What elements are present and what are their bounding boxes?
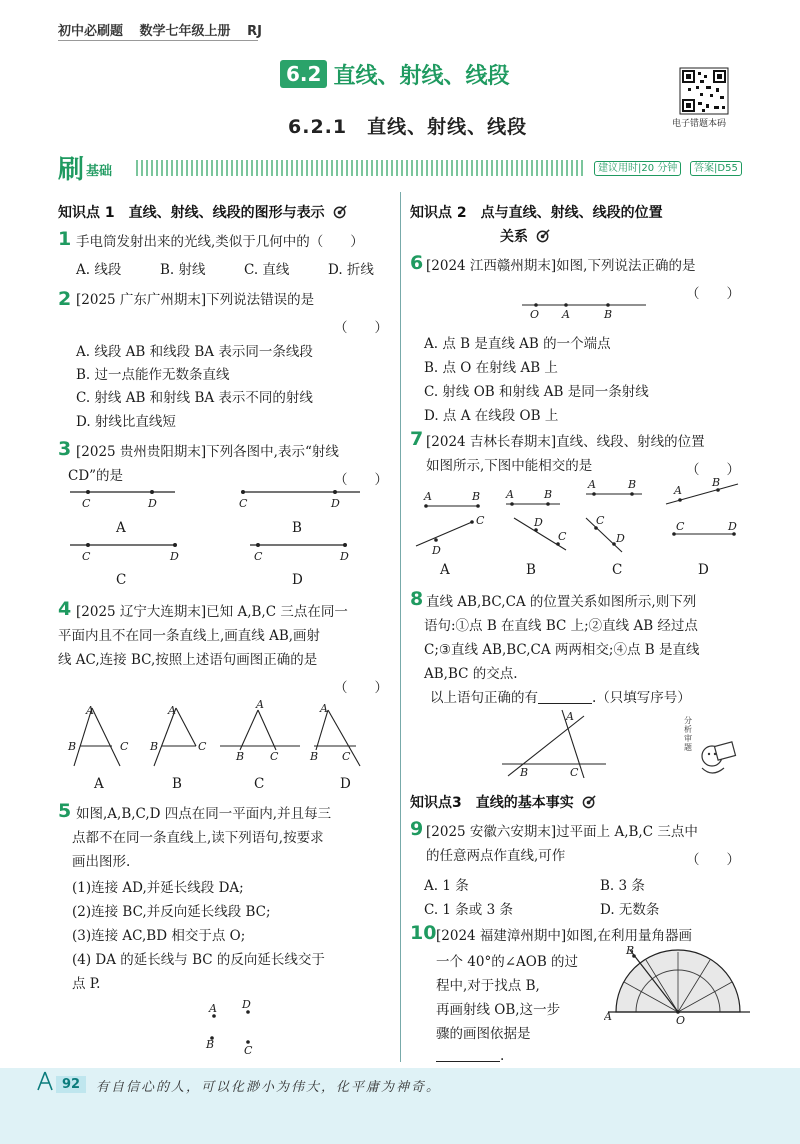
q3-stem-line1: [2025 贵州贵阳期末]下列各图中,表示“射线 [76,444,339,460]
q3-label-b[interactable]: B [292,520,302,536]
svg-text:C: C [676,520,685,533]
q7-label-b[interactable]: B [526,562,536,578]
section-title-text: 直线、射线、线段 [333,63,510,89]
svg-text:D: D [728,520,737,533]
svg-text:C: C [596,514,605,527]
svg-text:D: D [616,532,625,545]
q10-line5: 骤的画图依据是 [436,1026,531,1042]
q9-stem-line2: 的任意两点作直线,可作 [426,848,566,864]
q8-ask [430,686,691,710]
q8-number: 8 [410,588,424,610]
q1-option-d[interactable]: D. 折线 [328,262,374,278]
q10-answer-blank[interactable] [436,1048,500,1062]
q6-option-d[interactable]: D. 点 A 在线段 OB 上 [424,408,559,424]
band-title: 刷 [58,155,85,185]
q10-answer: . [436,1044,504,1068]
answer-page: D55 [717,163,738,174]
q8-ask-end: .（只填写序号） [592,690,691,706]
svg-text:A: A [209,1002,217,1015]
q10-protractor-figure [604,946,754,1026]
knowledge-point-2: 知识点 2 点与直线、射线、线段的位置 [410,205,663,221]
q7-stem-line2: 如图所示,下图中能相交的是 [426,458,593,474]
svg-text:B: B [520,766,529,779]
svg-text:B: B [544,488,553,501]
q1-option-c[interactable]: C. 直线 [244,262,290,278]
svg-text:B: B [310,750,319,763]
q2-stem: [2025 广东广州期末]下列说法错误的是 [76,292,315,308]
time-badge: 建议用时|20 分钟 [594,161,681,176]
section-number: 6.2 [280,60,327,88]
q5-step5: 点 P. [72,976,101,992]
q2-option-d[interactable]: D. 射线比直线短 [76,414,176,430]
q7-number: 7 [410,428,424,450]
q4-line1: [2025 辽宁大连期末]已知 A,B,C 三点在同一 [76,604,348,620]
q9-number: 9 [410,818,424,840]
q7-label-a[interactable]: A [440,562,450,578]
q2-option-a[interactable]: A. 线段 AB 和线段 BA 表示同一条线段 [76,344,313,360]
q4-number: 4 [58,598,72,620]
svg-text:D: D [242,998,251,1011]
q5-step4: (4) DA 的延长线与 BC 的反向延长线交于 [72,952,325,968]
svg-text:A: A [424,490,432,503]
q10-line2: 一个 40°的∠AOB 的过 [436,954,579,970]
q3-number: 3 [58,438,72,460]
svg-text:C: C [558,530,567,543]
q4-label-c[interactable]: C [254,776,265,792]
answer-label: 答案 [694,163,714,174]
q9-stem-line1: [2025 安徽六安期末]过平面上 A,B,C 三点中 [426,824,698,840]
column-divider [400,192,401,1062]
svg-text:A: A [168,704,176,717]
section-title [280,58,509,90]
time-label: 建议用时 [598,163,638,174]
q6-option-b[interactable]: B. 点 O 在射线 AB 上 [424,360,558,376]
q5-figure [196,996,276,1058]
q8-figure [494,708,614,780]
svg-text:D: D [432,544,441,557]
q10-line3: 程中,对于找点 B, [436,978,540,994]
answer-badge: 答案|D55 [690,161,742,176]
svg-text:D: D [331,497,340,510]
kp3-text: 知识点3 直线的基本事实 [410,795,574,811]
svg-text:D: D [534,516,543,529]
q4-line2: 平面内且不在同一条直线上,画直线 AB,画射 [58,628,321,644]
q3-label-c[interactable]: C [116,572,127,588]
svg-text:O: O [530,308,540,321]
q5-step2: (2)连接 BC,并反向延长线段 BC; [72,904,271,920]
kp2-text-end: 关系 [500,229,528,245]
q3-answer-paren[interactable]: （ ） [334,472,388,488]
q2-number: 2 [58,288,72,310]
q3-figures [60,480,400,590]
book-header [58,20,274,39]
header-rule [58,40,258,41]
q3-label-a[interactable]: A [116,520,126,536]
svg-text:B: B [712,478,721,489]
svg-text:A: A [604,1010,612,1023]
svg-text:D: D [340,550,349,563]
svg-text:A: A [256,700,264,711]
svg-text:B: B [472,490,481,503]
svg-text:C: C [342,750,351,763]
q7-answer-paren[interactable]: （ ） [686,462,740,478]
q10-line4: 再画射线 OB,这一步 [436,1002,561,1018]
svg-text:C: C [254,550,263,563]
q7-label-d[interactable]: D [698,562,709,578]
q4-label-d[interactable]: D [340,776,351,792]
q4-label-b[interactable]: B [172,776,182,792]
footer-quote: 有自信心的人，可以化渺小为伟大，化平庸为神奇。 [96,1080,442,1095]
svg-text:B: B [626,946,635,957]
cartoon-caption: 分析审题 [684,716,692,752]
q9-answer-paren[interactable]: （ ） [686,852,740,868]
q7-figures [412,478,748,558]
svg-text:D: D [170,550,179,563]
svg-text:A: A [562,308,570,321]
svg-text:D: D [148,497,157,510]
svg-text:B: B [628,478,637,491]
q10-line1: [2024 福建漳州期中]如图,在利用量角器画 [436,928,692,944]
svg-text:B: B [236,750,245,763]
q2-answer-paren[interactable]: （ ） [334,320,388,336]
q3-stem-line2: CD”的是 [68,468,124,484]
q7-label-c[interactable]: C [612,562,623,578]
q5-step1: (1)连接 AD,并延长线段 DA; [72,880,244,896]
q9-option-d[interactable]: D. 无数条 [600,902,660,918]
svg-text:A: A [674,484,682,497]
svg-text:O: O [676,1014,686,1026]
svg-text:B: B [150,740,159,753]
q6-option-c[interactable]: C. 射线 OB 和射线 AB 是同一条射线 [424,384,649,400]
q9-option-a[interactable]: A. 1 条 [424,878,469,894]
svg-text:C: C [120,740,129,753]
svg-text:C: C [570,766,579,779]
q4-answer-paren[interactable]: （ ） [334,680,388,696]
kp1-text: 知识点 1 直线、射线、线段的图形与表示 [58,205,325,221]
q6-number: 6 [410,252,424,274]
q5-number: 5 [58,800,72,822]
q4-line3: 线 AC,连接 BC,按照上述语句画图正确的是 [58,652,318,668]
subsection-title: 6.2.1 直线、射线、线段 [288,116,528,138]
q1-option-b[interactable]: B. 射线 [160,262,206,278]
q5-line2: 点都不在同一条直线上,读下列语句,按要求 [72,830,324,846]
knowledge-point-1 [58,202,348,222]
q9-option-b[interactable]: B. 3 条 [600,878,645,894]
book-edition: RJ [247,24,262,39]
band-decoration [136,160,584,176]
q1-number: 1 [58,228,72,250]
q1-stem: 手电筒发射出来的光线,类似于几何中的（ ） [76,234,364,250]
svg-text:C: C [82,497,91,510]
q8-line2: 语句:①点 B 在直线 BC 上;②直线 AB 经过点 [424,618,698,634]
q2-option-b[interactable]: B. 过一点能作无数条直线 [76,367,230,383]
q6-option-a[interactable]: A. 点 B 是直线 AB 的一个端点 [424,336,611,352]
qr-code-icon[interactable] [676,66,732,116]
svg-text:B: B [206,1038,215,1051]
svg-text:C: C [239,497,248,510]
q3-label-d[interactable]: D [292,572,303,588]
qr-label: 电子错题本码 [672,119,727,129]
page-number: 92 [56,1076,86,1093]
book-name: 初中必刷题 [58,24,124,39]
time-value: 20 分钟 [641,163,678,174]
q7-stem-line1: [2024 吉林长春期末]直线、线段、射线的位置 [426,434,705,450]
band-subtitle: 基础 [86,164,113,179]
knowledge-point-3 [410,792,597,812]
svg-text:C: C [270,750,279,763]
q9-option-c[interactable]: C. 1 条或 3 条 [424,902,513,918]
svg-text:C: C [476,514,485,527]
knowledge-point-2-cont [500,226,551,246]
svg-text:C: C [244,1044,253,1057]
q6-answer-paren[interactable]: （ ） [686,286,740,302]
svg-text:A: A [588,478,596,491]
q10-number: 10 [410,922,437,944]
compass-icon [34,1070,56,1092]
book-subject: 数学七年级上册 [139,24,231,39]
q5-line3: 画出图形. [72,854,131,870]
svg-text:A: A [506,488,514,501]
svg-text:B: B [68,740,77,753]
svg-text:B: B [604,308,613,321]
q6-figure [514,296,654,322]
svg-text:C: C [198,740,207,753]
q8-answer-blank[interactable] [538,690,592,704]
q5-step3: (3)连接 AC,BD 相交于点 O; [72,928,246,944]
q2-option-c[interactable]: C. 射线 AB 和射线 BA 表示不同的射线 [76,390,313,406]
svg-text:A: A [566,710,574,723]
q8-line1: 直线 AB,BC,CA 的位置关系如图所示,则下列 [426,594,697,610]
q4-figures [60,700,400,772]
svg-text:A: A [320,702,328,715]
q4-label-a[interactable]: A [94,776,104,792]
q8-line3: C;③直线 AB,BC,CA 两两相交;④点 B 是直线 [424,642,700,658]
q8-ask-text: 以上语句正确的有 [430,690,538,706]
q6-stem: [2024 江西赣州期末]如图,下列说法正确的是 [426,258,696,274]
svg-text:C: C [82,550,91,563]
target-icon [582,794,597,809]
q1-option-a[interactable]: A. 线段 [76,262,122,278]
target-icon [536,228,551,243]
svg-text:A: A [86,704,94,717]
q8-line4: AB,BC 的交点. [424,666,518,682]
q5-line1: 如图,A,B,C,D 四点在同一平面内,并且每三 [76,806,332,822]
target-icon [333,204,348,219]
